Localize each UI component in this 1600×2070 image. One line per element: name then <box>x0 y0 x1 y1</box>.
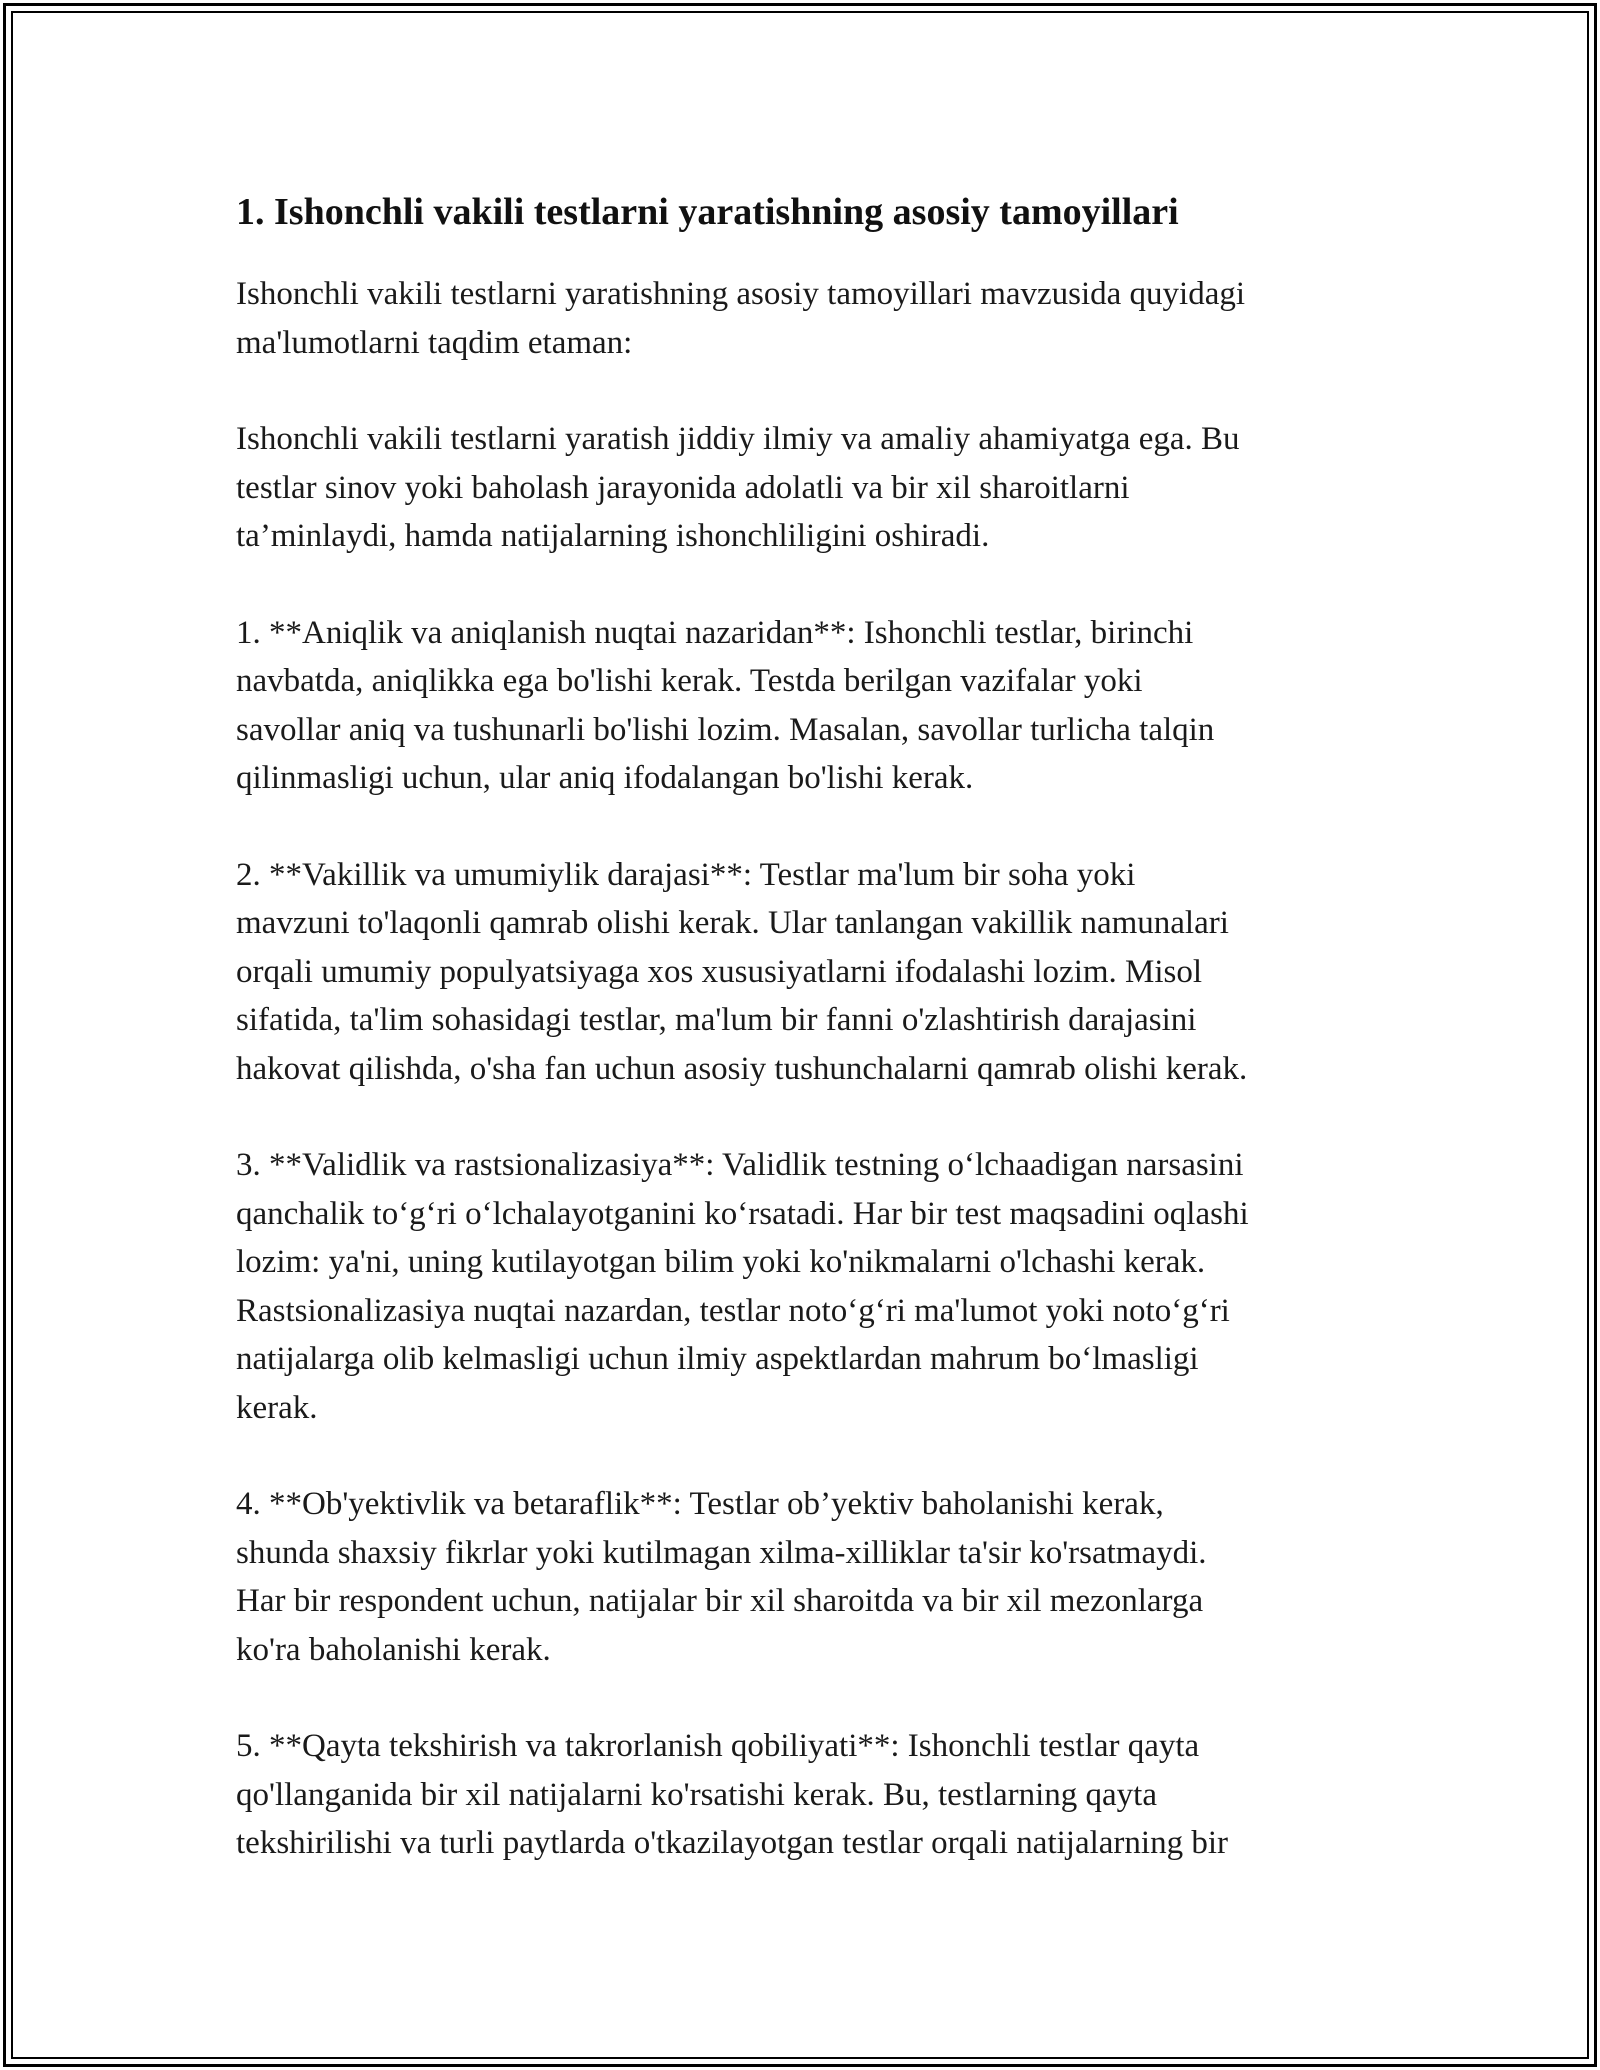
principle-3-paragraph: 3. **Validlik va rastsionalizasiya**: Validlik testning o‘lchaadigan narsasini qanchalik to‘g‘ri o‘lchalayotganini ko‘rsatadi. Har bir test maqsadini oqlashi lozim: ya'ni, uning kutilayotgan bilim yoki ko'nikmalarni o'lchashi kerak. Rastsionalizasiya nuqtai nazardan, testlar noto‘g‘ri ma'lumot yoki noto‘g‘ri natijalarga olib kelmasligi uchun ilmiy aspektlardan mahrum bo‘lmasligi kerak. <box>236 1147 1249 1426</box>
principle-5-paragraph: 5. **Qayta tekshirish va takrorlanish qobiliyati**: Ishonchli testlar qayta qo'llanganida bir xil natijalarni ko'rsatishi kerak. Bu, testlarning qayta tekshirilishi va turli paytlarda o'tkazilayotgan testlar orqali natijalarning bir <box>236 1728 1228 1861</box>
overview-paragraph: Ishonchli vakili testlarni yaratish jiddiy ilmiy va amaliy ahamiyatga ega. Bu testlar sinov yoki baholash jarayonida adolatli va bir xil sharoitlarni ta’minlaydi, hamda natijalarning ishonchliligini oshiradi. <box>236 421 1240 554</box>
document-title: 1. Ishonchli vakili testlarni yaratishning asosiy tamoyillari <box>236 191 1179 233</box>
principle-4-paragraph: 4. **Ob'yektivlik va betaraflik**: Testlar ob’yektiv baholanishi kerak, shunda shaxsiy fikrlar yoki kutilmagan xilma-xilliklar ta'sir ko'rsatmaydi. Har bir respondent uchun, natijalar bir xil sharoitda va bir xil mezonlarga ko'ra baholanishi kerak. <box>236 1486 1207 1668</box>
principle-1-paragraph: 1. **Aniqlik va aniqlanish nuqtai nazaridan**: Ishonchli testlar, birinchi navbatda, aniqlikka ega bo'lishi kerak. Testda berilgan vazifalar yoki savollar aniq va tushunarli bo'lishi lozim. Masalan, savollar turlicha talqin qilinmasligi uchun, ular aniq ifodalangan bo'lishi kerak. <box>236 614 1215 796</box>
document-body <box>236 186 1386 1916</box>
principle-2-paragraph: 2. **Vakillik va umumiylik darajasi**: Testlar ma'lum bir soha yoki mavzuni to'laqonli qamrab olishi kerak. Ular tanlangan vakillik namunalari orqali umumiy populyatsiyaga xos xususiyatlarni ifodalashi lozim. Misol sifatida, ta'lim sohasidagi testlar, ma'lum bir fanni o'zlashtirish darajasini hakovat qilishda, o'sha fan uchun asosiy tushunchalarni qamrab olishi kerak. <box>236 856 1248 1087</box>
intro-paragraph: Ishonchli vakili testlarni yaratishning asosiy tamoyillari mavzusida quyidagi ma'lumotlarni taqdim etaman: <box>236 276 1246 361</box>
